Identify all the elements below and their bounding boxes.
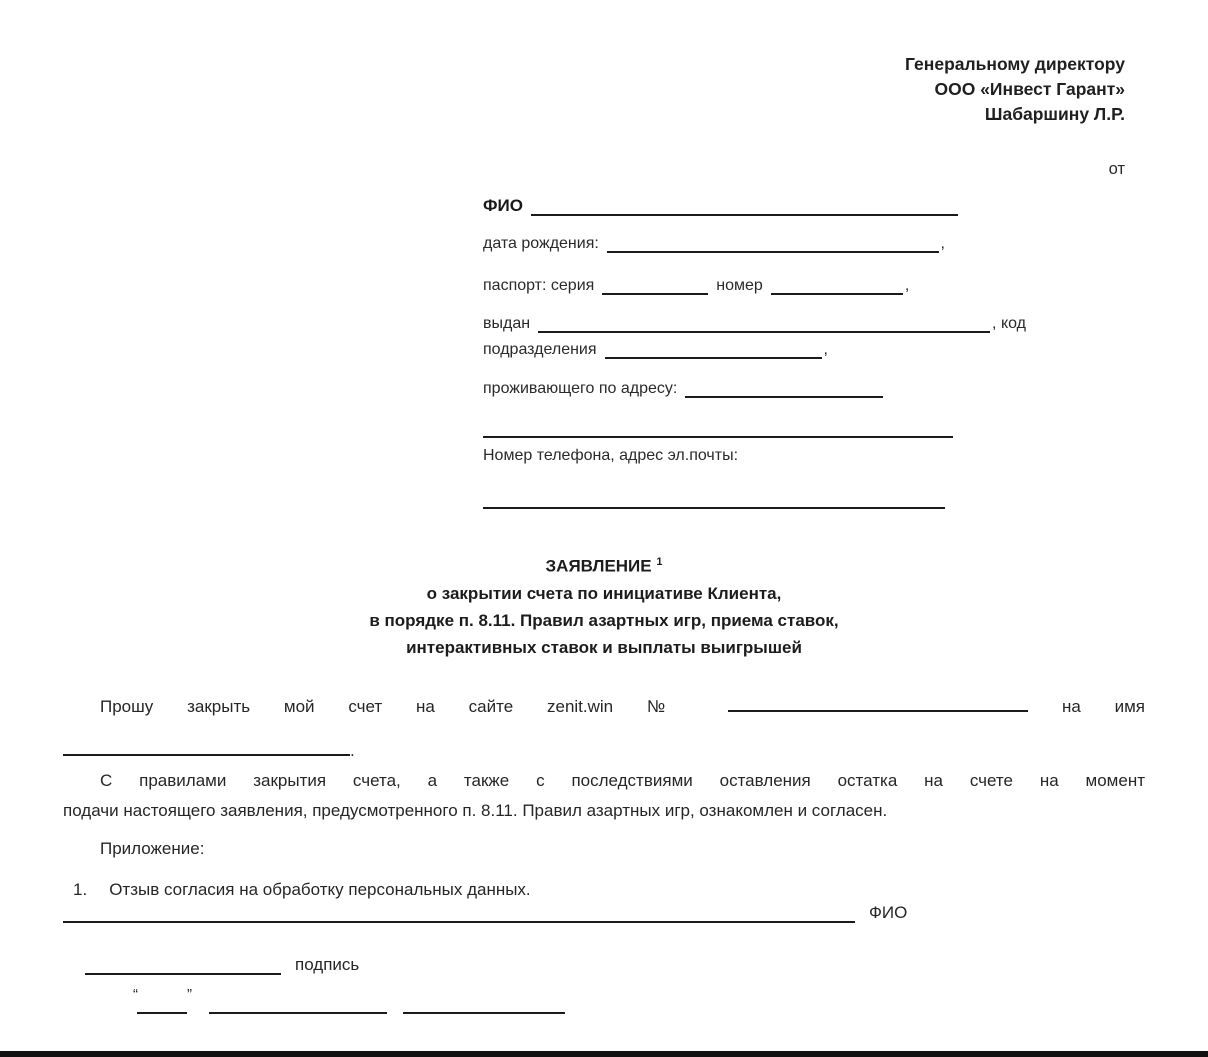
date-day-blank-line — [137, 988, 187, 1014]
attachment-item-text: Отзыв согласия на обработку персональных данных. — [109, 880, 531, 899]
issued-blank-line — [538, 311, 990, 333]
birth-date-suffix: , — [940, 235, 945, 252]
title-line-main — [63, 549, 1145, 580]
date-month-blank-line — [209, 988, 387, 1014]
request-line-1 — [63, 692, 1145, 722]
division-suffix: , — [823, 341, 828, 358]
signature-fio-row — [63, 901, 907, 923]
terms-line-1: С правилами закрытия счета, а также с последствиями оставления остатка на счете на момент — [100, 771, 1145, 790]
from-label: от — [1108, 160, 1125, 178]
field-row-contact-blank — [483, 487, 945, 509]
division-blank-line — [605, 337, 822, 359]
address-label: проживающего по адресу: — [483, 380, 678, 397]
field-row-address — [483, 376, 883, 398]
attachment-item-number: 1. — [73, 880, 88, 899]
recipient-block — [905, 52, 1125, 127]
title-line-procedure: в порядке п. 8.11. Правил азартных игр, приема ставок, — [369, 610, 839, 630]
footnote-marker: 1 — [656, 556, 663, 568]
recipient-line-position: Генеральному директору — [905, 54, 1125, 74]
open-quote-mark: “ — [133, 986, 137, 1003]
field-row-birth-date — [483, 231, 945, 253]
address-blank-line — [685, 376, 883, 398]
field-row-contact-label — [483, 443, 1026, 465]
field-row-division-code — [483, 337, 828, 359]
document-title-block — [63, 549, 1145, 661]
recipient-line-company: ООО «Инвест Гарант» — [934, 79, 1125, 99]
recipient-line-person: Шабаршину Л.Р. — [984, 104, 1125, 124]
passport-series-blank-line — [602, 273, 708, 295]
field-row-issued — [483, 311, 1026, 333]
title-text: ЗАЯВЛЕНИЕ — [545, 556, 652, 576]
signature-fio-label: ФИО — [869, 903, 908, 922]
signature-sign-label: подпись — [295, 955, 360, 974]
passport-suffix: , — [904, 277, 910, 294]
terms-line-2: подачи настоящего заявления, предусмотренного п. 8.11. Правил азартных игр, ознакомлен и согласен. — [63, 801, 888, 820]
issued-suffix: , код — [992, 315, 1026, 332]
title-line-procedure2: интерактивных ставок и выплаты выигрышей — [406, 637, 802, 657]
issued-label: выдан — [483, 315, 531, 332]
close-quote-mark: ” — [187, 986, 191, 1003]
fio-blank-line — [531, 194, 958, 216]
request-line2-suffix: . — [350, 741, 355, 760]
passport-series-label: паспорт: серия — [483, 277, 595, 294]
terms-paragraph — [63, 766, 1145, 826]
birth-date-blank-line — [607, 231, 939, 253]
birth-date-label: дата рождения: — [483, 235, 599, 252]
attachment-list-item — [73, 880, 531, 900]
division-label: подразделения — [483, 341, 597, 358]
applicant-fields-block — [483, 194, 1026, 509]
account-number-blank-line — [728, 694, 1028, 712]
request-line-2 — [63, 736, 1145, 766]
field-row-passport — [483, 273, 915, 295]
contact-blank-line — [483, 487, 945, 509]
title-line-subject: о закрытии счета по инициативе Клиента, — [426, 583, 782, 603]
signature-blank-line — [85, 953, 281, 975]
attachment-heading: Приложение: — [100, 839, 205, 858]
fio-label: ФИО — [483, 196, 523, 215]
signature-date-row — [133, 986, 565, 1014]
passport-number-label: номер — [716, 277, 763, 294]
field-row-address-continued — [483, 416, 953, 438]
request-prefix: Прошу закрыть мой счет на сайте zenit.win № — [100, 697, 695, 716]
request-paragraph — [63, 692, 1145, 766]
signature-fio-blank-line — [63, 901, 855, 923]
field-row-fio — [483, 194, 958, 216]
passport-number-blank-line — [771, 273, 903, 295]
page-bottom-edge — [0, 1051, 1208, 1057]
date-year-blank-line — [403, 988, 565, 1014]
account-name-blank-line — [63, 738, 350, 756]
address-continued-blank-line — [483, 416, 953, 438]
request-suffix: на имя — [1061, 697, 1145, 716]
contact-label: Номер телефона, адрес эл.почты: — [483, 447, 739, 464]
signature-sign-row — [85, 953, 359, 975]
